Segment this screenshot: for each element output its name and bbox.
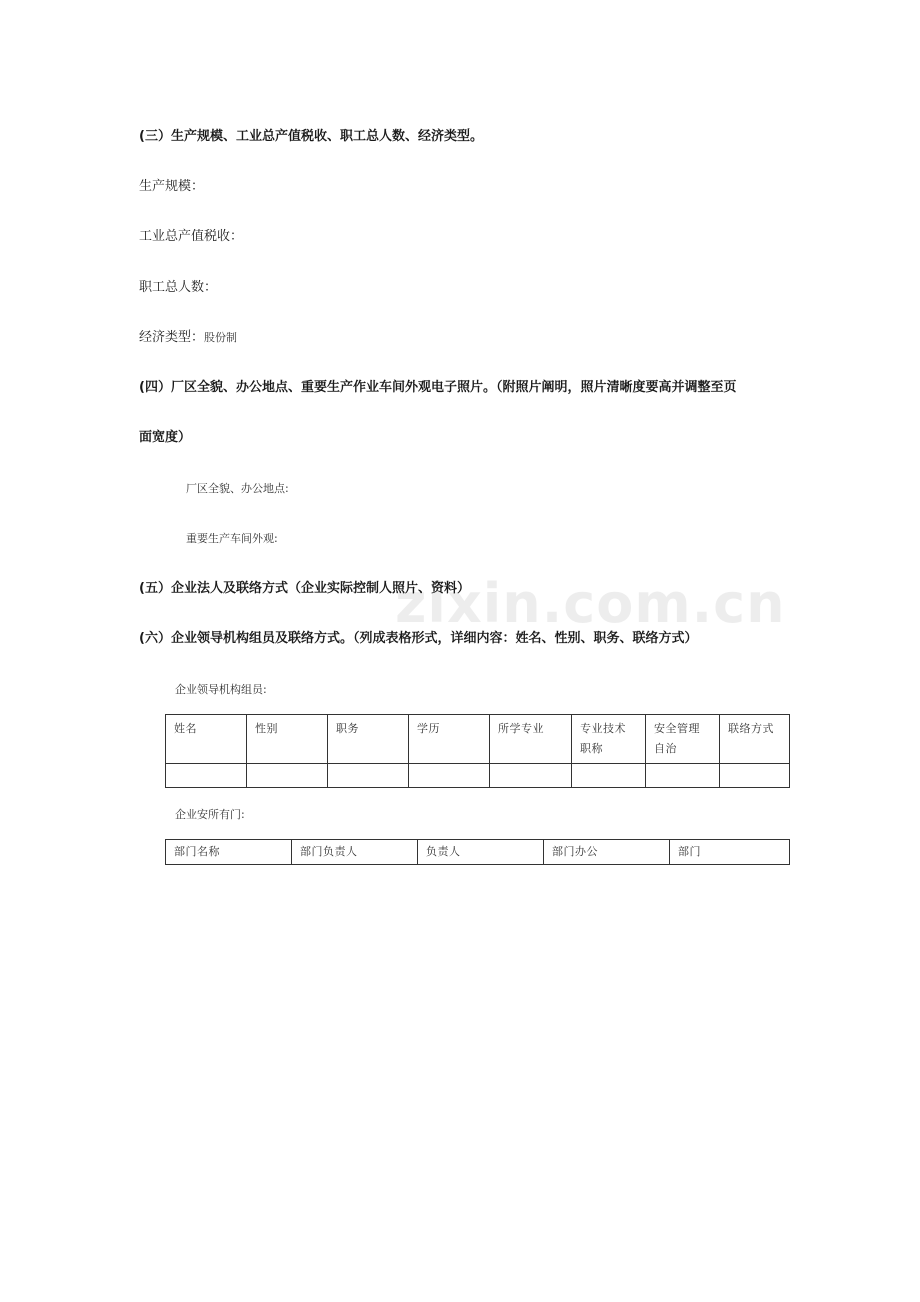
header-education: 学历 <box>409 715 490 764</box>
department-table <box>165 839 790 865</box>
table-cell[interactable] <box>247 764 328 788</box>
section-4-heading-line2: 面宽度） <box>139 430 192 445</box>
header-department-name: 部门名称 <box>166 840 292 865</box>
header-safety-management <box>646 715 720 764</box>
total-staff-label: 职工总人数： <box>139 280 218 295</box>
header-contact: 联络方式 <box>720 715 790 764</box>
header-major: 所学专业 <box>490 715 572 764</box>
department-table-caption: 企业安所有门: <box>175 808 245 821</box>
table-cell[interactable] <box>409 764 490 788</box>
table-cell[interactable] <box>166 764 247 788</box>
production-scale-label: 生产规模： <box>139 179 205 194</box>
section-5-heading: (五）企业法人及联络方式（企业实际控制人照片、资料） <box>139 581 470 596</box>
table-cell[interactable] <box>572 764 646 788</box>
table-cell[interactable] <box>720 764 790 788</box>
header-professional-title-line2: 职称 <box>580 742 603 755</box>
header-name: 姓名 <box>166 715 247 764</box>
header-responsible-person: 负责人 <box>418 840 544 865</box>
watermark: zixin.com.cn <box>395 572 786 635</box>
leadership-table <box>165 714 790 788</box>
leadership-empty-row <box>166 764 790 788</box>
header-professional-title <box>572 715 646 764</box>
section-6-heading: (六）企业领导机构组员及联络方式。（列成表格形式，详细内容：姓名、性别、职务、联络方式） <box>139 631 698 646</box>
leadership-header-row <box>166 715 790 764</box>
header-department-office: 部门办公 <box>544 840 670 865</box>
table-cell[interactable] <box>490 764 572 788</box>
workshop-exterior-label: 重要生产车间外观: <box>186 532 278 545</box>
department-header-row <box>166 840 790 865</box>
header-safety-management-line2: 自治 <box>654 742 677 755</box>
header-department: 部门 <box>670 840 790 865</box>
table-cell[interactable] <box>328 764 409 788</box>
industrial-output-label: 工业总产值税收： <box>139 229 244 244</box>
section-3-heading: (三）生产规模、工业总产值税收、职工总人数、经济类型。 <box>139 129 483 144</box>
economy-type-label: 经济类型： <box>139 330 205 345</box>
economy-type-value: 股份制 <box>204 331 238 344</box>
header-safety-management-line1: 安全管理 <box>654 722 700 735</box>
plant-overview-label: 厂区全貌、办公地点: <box>186 482 289 495</box>
section-4-heading-line1: (四）厂区全貌、办公地点、重要生产作业车间外观电子照片。（附照片阐明，照片清晰度要高并调整至页 <box>139 380 737 395</box>
header-position: 职务 <box>328 715 409 764</box>
leadership-table-caption: 企业领导机构组员: <box>175 683 267 696</box>
table-cell[interactable] <box>646 764 720 788</box>
economy-type-row <box>139 329 237 347</box>
header-gender: 性别 <box>247 715 328 764</box>
header-professional-title-line1: 专业技术 <box>580 722 626 735</box>
header-department-head: 部门负责人 <box>292 840 418 865</box>
